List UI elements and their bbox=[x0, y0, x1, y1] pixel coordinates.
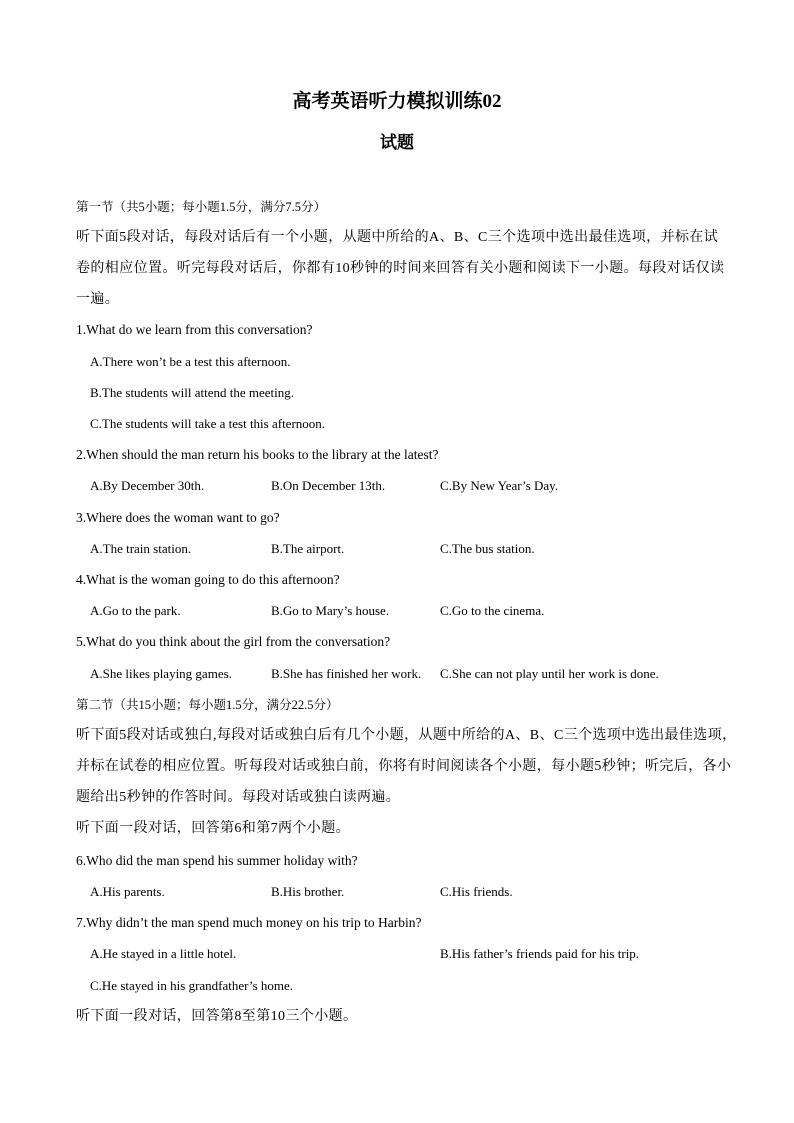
part1-instruction-line: 听下面5段对话，每段对话后有一个小题，从题中所给的A、B、C三个选项中选出最佳选项，并标在试 bbox=[76, 230, 719, 245]
question-5-option-b: B.She has finished her work. bbox=[271, 666, 422, 681]
group-intro: 听下面一段对话，回答第6和第7两个小题。 bbox=[76, 821, 350, 836]
page-title: 高考英语听力模拟训练02 bbox=[292, 91, 502, 112]
question-6: 6.Who did the man spend his summer holiday with? bbox=[76, 853, 358, 868]
part1-instruction-line: 卷的相应位置。听完每段对话后，你都有10秒钟的时间来回答有关小题和阅读下一小题。每段对话仅读 bbox=[76, 261, 725, 276]
question-7-option-b: B.His father’s friends paid for his trip. bbox=[440, 946, 640, 961]
question-4-option-b: B.Go to Mary’s house. bbox=[271, 603, 390, 618]
question-6-option-a: A.His parents. bbox=[90, 884, 165, 899]
part2-instruction-line: 并标在试卷的相应位置。听每段对话或独白前，你将有时间阅读各个小题，每小题5秒钟；听完后，各小 bbox=[76, 759, 732, 774]
question-3: 3.Where does the woman want to go? bbox=[76, 510, 280, 525]
question-2-option-c: C.By New Year’s Day. bbox=[440, 478, 559, 493]
page-subtitle: 试题 bbox=[380, 133, 414, 152]
question-2-option-a: A.By December 30th. bbox=[90, 478, 205, 493]
question-1-option-a: A.There won’t be a test this afternoon. bbox=[90, 354, 291, 369]
question-5: 5.What do you think about the girl from the conversation? bbox=[76, 634, 391, 649]
question-7-option-a: A.He stayed in a little hotel. bbox=[90, 946, 237, 961]
question-5-option-a: A.She likes playing games. bbox=[90, 666, 232, 681]
group-intro: 听下面一段对话，回答第8至第10三个小题。 bbox=[76, 1009, 358, 1024]
question-7-option-c: C.He stayed in his grandfather’s home. bbox=[90, 978, 294, 993]
question-3-option-b: B.The airport. bbox=[271, 541, 345, 556]
question-1-option-c: C.The students will take a test this afternoon. bbox=[90, 416, 326, 431]
question-4-option-a: A.Go to the park. bbox=[90, 603, 181, 618]
question-2-option-b: B.On December 13th. bbox=[271, 478, 386, 493]
part2-instruction-line: 题给出5秒钟的作答时间。每段对话或独白读两遍。 bbox=[76, 790, 401, 805]
part1-instruction-line: 一遍。 bbox=[76, 292, 120, 307]
question-3-option-c: C.The bus station. bbox=[440, 541, 535, 556]
part2-heading: 第二节（共15小题；每小题1.5分，满分22.5分） bbox=[76, 698, 339, 712]
part2-instruction-line: 听下面5段对话或独白,每段对话或独白后有几个小题，从题中所给的A、B、C三个选项中选出最佳选项， bbox=[76, 728, 737, 743]
question-5-option-c: C.She can not play until her work is done. bbox=[440, 666, 659, 681]
question-2: 2.When should the man return his books to the library at the latest? bbox=[76, 447, 439, 462]
part1-heading: 第一节（共5小题；每小题1.5分，满分7.5分） bbox=[76, 200, 327, 214]
question-6-option-b: B.His brother. bbox=[271, 884, 345, 899]
question-4-option-c: C.Go to the cinema. bbox=[440, 603, 545, 618]
question-7: 7.Why didn’t the man spend much money on his trip to Harbin? bbox=[76, 915, 422, 930]
question-1: 1.What do we learn from this conversation? bbox=[76, 322, 313, 337]
question-4: 4.What is the woman going to do this afternoon? bbox=[76, 572, 340, 587]
question-3-option-a: A.The train station. bbox=[90, 541, 192, 556]
question-1-option-b: B.The students will attend the meeting. bbox=[90, 385, 294, 400]
question-6-option-c: C.His friends. bbox=[440, 884, 513, 899]
